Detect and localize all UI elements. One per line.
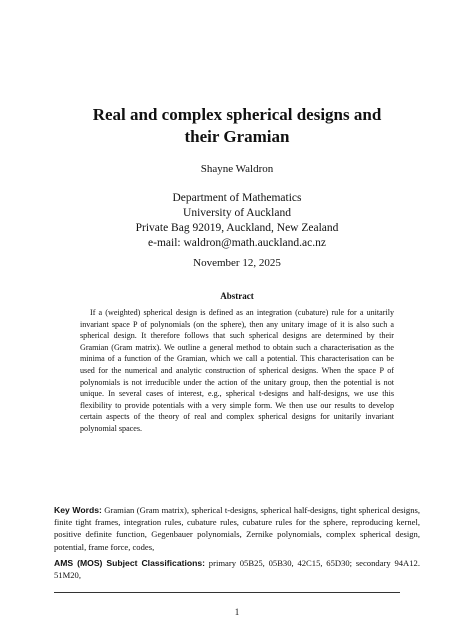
- paper-date: November 12, 2025: [193, 257, 281, 269]
- abstract-heading: Abstract: [220, 291, 254, 301]
- paper-title: [60, 104, 414, 148]
- affiliation-university: University of Auckland: [183, 207, 291, 219]
- ams-classification-paragraph: [54, 557, 420, 581]
- keywords-paragraph: [54, 504, 420, 553]
- page-number: 1: [234, 607, 240, 617]
- ams-text: primary 05B25, 05B30, 42C15, 65D30; secondary 94A12. 51M20,: [54, 558, 420, 581]
- abstract-text: If a (weighted) spherical design is defined as an integration (cubature) rule for a unitarily invariant space P of polynomials (on the sphere), then any unitary image of it is also such a spherical design. It therefore follows that such spherical designs are determined by their Gramian (Gram matrix). We outline a general method to obtain such a characterisation as the minima of a function of the Gramian, which we call a potential. This characterisation can be used for the numerical and analytic construction of spherical designs. When the space P of polynomials is not irreducible under the action of the unitary group, then the potential is not unique. In several cases of interest, e.g., spherical t-designs and half-designs, we use this flexibility to provide potentials with a very simple form. We then use our results to develop certain aspects of the theory of real and complex spherical designs for unitarily invariant polynomial spaces.: [80, 308, 394, 433]
- affiliation-address: Private Bag 92019, Auckland, New Zealand: [135, 222, 339, 234]
- affiliation-department: Department of Mathematics: [172, 192, 302, 204]
- author-name: Shayne Waldron: [200, 163, 274, 175]
- keywords-label: Key Words:: [54, 505, 102, 515]
- ams-label: AMS (MOS) Subject Classifications:: [54, 558, 205, 568]
- title-line-1: Real and complex spherical designs and: [92, 105, 382, 124]
- affiliation-block: [60, 191, 414, 251]
- footnote-rule: [54, 592, 400, 593]
- title-line-2: their Gramian: [184, 127, 290, 146]
- keywords-text: Gramian (Gram matrix), spherical t-designs, spherical half-designs, tight spherical designs, finite tight frames, integration rules, cubature rules, cubature rules for the sphere, reproducing kernel, positive definite function, Gegenbauer polynomials, Zernike polynomials, complex spherical design, potential, frame force, codes,: [54, 505, 420, 552]
- affiliation-email: e-mail: waldron@math.auckland.ac.nz: [148, 237, 326, 249]
